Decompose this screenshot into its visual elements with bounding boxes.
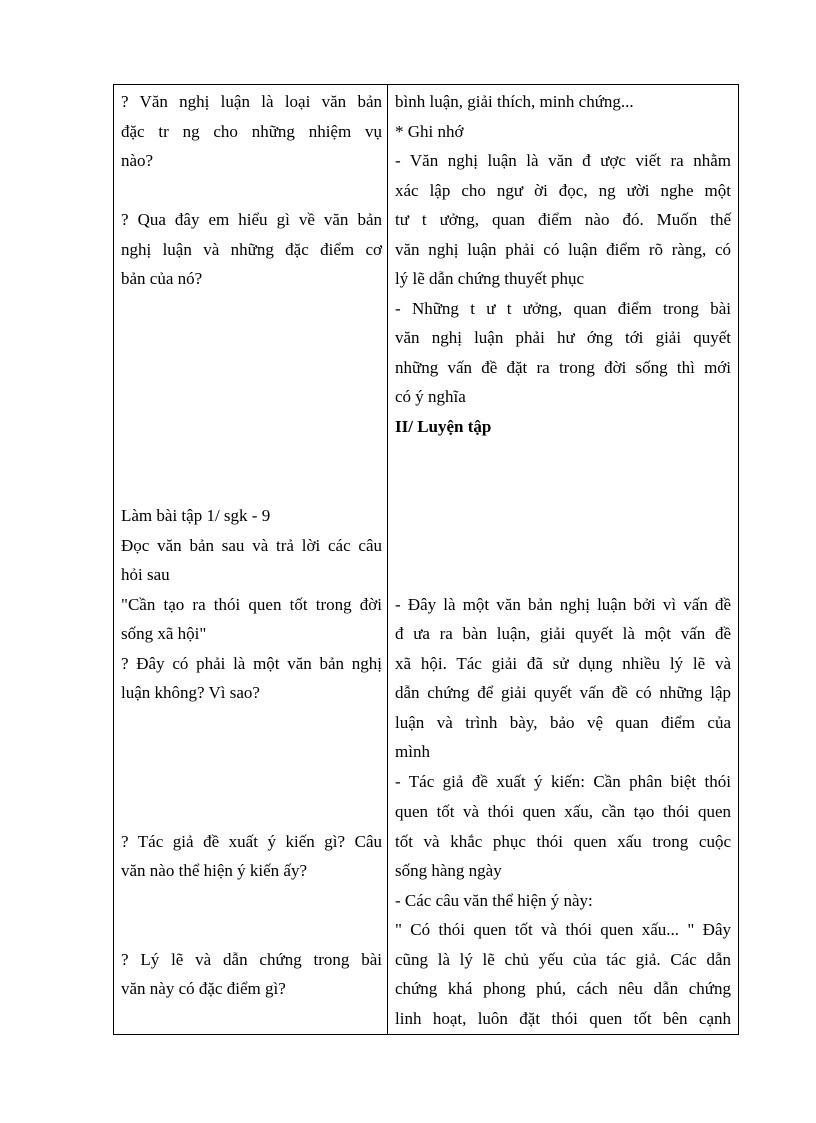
question-line: luận không? Vì sao? [121,683,260,702]
answer-line: mình [395,742,430,761]
question-line: "Cần tạo ra thói quen tốt trong đời [121,595,382,614]
answer-line: tốt và khắc phục thói quen xấu trong cuộc [395,832,731,851]
answer-line: lý lẽ dẫn chứng thuyết phục [395,269,585,288]
question-line: văn nào thể hiện ý kiến ấy? [121,861,307,880]
answer-line: xác lập cho ngư ời đọc, ng ười nghe một [395,181,731,200]
question-line: sống xã hội" [121,624,207,643]
answer-line: linh hoạt, luôn đặt thói quen tốt bên cạnh [395,1009,731,1028]
answer-line: * Ghi nhớ [395,122,464,141]
question-line: nào? [121,151,154,170]
section-heading: II/ Luyện tập [395,417,492,436]
answer-line: có ý nghĩa [395,387,466,406]
question-line: ? Văn nghị luận là loại văn bản [121,92,382,111]
answer-line: - Những t ư t ưởng, quan điểm trong bài [395,299,731,318]
question-line: nghị luận và những đặc điểm cơ [121,240,382,259]
question-line: bản của nó? [121,269,203,288]
answer-line: chứng khá phong phú, cách nêu dẫn chứng [395,979,731,998]
answer-line: - Các câu văn thể hiện ý này: [395,891,593,910]
answer-line: xã hội. Tác giải đã sử dụng nhiều lý lẽ và [395,654,731,673]
question-line: Làm bài tập 1/ sgk - 9 [121,506,271,525]
answer-line: luận và trình bày, bảo vệ quan điểm của [395,713,731,732]
answer-line: " Có thói quen tốt và thói quen xấu... " Đây [395,920,731,939]
lesson-table [113,84,739,1035]
answer-line: cũng là lý lẽ chủ yếu của tác giả. Các dẫn [395,950,731,969]
answer-line: sống hàng ngày [395,861,502,880]
question-line: hỏi sau [121,565,170,584]
answer-line: - Văn nghị luận là văn đ ược viết ra nhằm [395,151,731,170]
question-line: văn này có đặc điểm gì? [121,979,286,998]
answer-line: đ ưa ra bàn luận, giải quyết là một vấn đề [395,624,731,643]
question-line: ? Tác giả đề xuất ý kiến gì? Câu [121,832,382,851]
question-line: ? Lý lẽ và dẫn chứng trong bài [121,950,382,969]
answer-line: văn nghị luận phải có luận điểm rõ ràng, có [395,240,731,259]
answer-line: - Tác giả đề xuất ý kiến: Cần phân biệt thói [395,772,731,791]
answer-line: văn nghị luận phải hư ớng tới giải quyết [395,328,731,347]
answer-line: tư t ưởng, quan điểm nào đó. Muốn thế [395,210,731,229]
answer-line: những vấn đề đặt ra trong đời sống thì mới [395,358,731,377]
question-line: Đọc văn bản sau và trả lời các câu [121,536,382,555]
column-divider [387,85,388,1034]
question-line: ? Qua đây em hiểu gì về văn bản [121,210,382,229]
answer-line: quen tốt và thói quen xấu, cần tạo thói quen [395,802,731,821]
answer-line: dẫn chứng để giải quyết vấn đề có những lập [395,683,731,702]
question-line: ? Đây có phải là một văn bản nghị [121,654,382,673]
question-line: đặc tr ng cho những nhiệm vụ [121,122,382,141]
answer-line: - Đây là một văn bản nghị luận bởi vì vấn đề [395,595,731,614]
answer-line: bình luận, giải thích, minh chứng... [395,92,634,111]
